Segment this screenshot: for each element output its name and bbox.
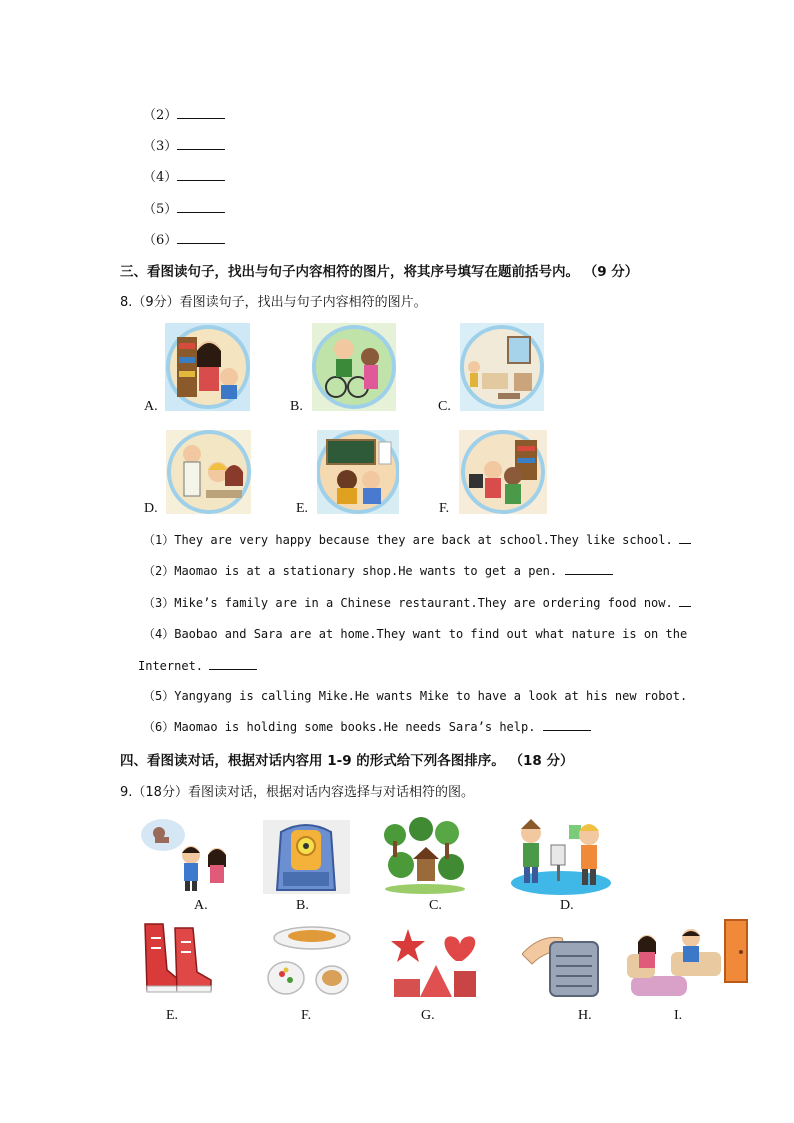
answer-line-5 — [143, 198, 225, 217]
sentence-6 — [143, 718, 591, 735]
answer-blank[interactable] — [177, 106, 225, 119]
picture-h-radio — [522, 924, 602, 1000]
picture-label-e: E. — [166, 1008, 179, 1023]
picture-a-children-thinking — [137, 815, 239, 895]
answer-blank[interactable] — [543, 718, 591, 731]
question-8: 8.（9分）看图读句子，找出与句子内容相符的图片。 — [120, 295, 427, 310]
answer-line-2 — [143, 104, 225, 123]
sentence-1 — [143, 531, 691, 548]
picture-f-home-computer — [459, 430, 547, 514]
sentence-text: Internet. — [138, 659, 204, 673]
answer-number: （6） — [143, 233, 178, 248]
answer-blank[interactable] — [679, 531, 691, 544]
sentence-text: （5）Yangyang is calling Mike.He wants Mike to have a look at his new robot. — [143, 689, 688, 703]
option-label-b: B. — [290, 399, 303, 414]
question-9: 9.（18分）看图读对话，根据对话内容选择与对话相符的图。 — [120, 785, 474, 800]
picture-a-bookshelf — [165, 323, 250, 411]
picture-b-bicycle — [312, 323, 396, 411]
picture-d-boys-with-gadget — [509, 815, 612, 897]
answer-blank[interactable] — [679, 594, 691, 607]
picture-d-restaurant — [166, 430, 251, 514]
picture-c-living-room — [460, 323, 544, 411]
answer-blank[interactable] — [565, 562, 613, 575]
section3-heading: 三、看图读句子，找出与句子内容相符的图片，将其序号填写在题前括号内。 （9 分） — [120, 264, 639, 280]
option-label-c: C. — [438, 399, 451, 414]
answer-number: （4） — [143, 170, 178, 185]
picture-g-shapes — [390, 927, 482, 1001]
answer-number: （3） — [143, 139, 178, 154]
answer-line-3 — [143, 135, 225, 154]
picture-label-i: I. — [674, 1008, 683, 1023]
option-label-a: A. — [144, 399, 158, 414]
answer-number: （5） — [143, 202, 178, 217]
sentence-5 — [143, 687, 687, 704]
sentence-4 — [143, 625, 687, 642]
section4-heading: 四、看图读对话，根据对话内容用 1-9 的形式给下列各图排序。 （18 分） — [120, 753, 574, 769]
answer-blank[interactable] — [209, 657, 257, 670]
picture-label-a: A. — [194, 898, 208, 913]
picture-i-family-sofa — [625, 914, 749, 1002]
answer-blank[interactable] — [177, 168, 225, 181]
picture-b-schoolbag — [263, 820, 350, 894]
answer-blank[interactable] — [177, 137, 225, 150]
sentence-text: （1）They are very happy because they are back at school.They like school. — [143, 533, 673, 547]
option-label-f: F. — [439, 501, 450, 516]
picture-label-b: B. — [296, 898, 309, 913]
sentence-2 — [143, 562, 613, 579]
sentence-text: （3）Mike’s family are in a Chinese restaurant.They are ordering food now. — [143, 596, 673, 610]
picture-e-red-sneakers — [137, 918, 217, 998]
sentence-3 — [143, 594, 691, 611]
answer-line-4 — [143, 166, 225, 185]
picture-c-trees-park — [381, 815, 469, 895]
picture-label-f: F. — [301, 1008, 312, 1023]
picture-label-g: G. — [421, 1008, 435, 1023]
picture-label-h: H. — [578, 1008, 592, 1023]
answer-line-6 — [143, 229, 225, 248]
option-label-d: D. — [144, 501, 158, 516]
sentence-text: （2）Maomao is at a stationary shop.He wants to get a pen. — [143, 564, 558, 578]
sentence-text: （6）Maomao is holding some books.He needs Sara’s help. — [143, 720, 536, 734]
sentence-4-continued — [138, 657, 257, 673]
answer-blank[interactable] — [177, 200, 225, 213]
answer-number: （2） — [143, 108, 178, 123]
picture-label-c: C. — [429, 898, 442, 913]
option-label-e: E. — [296, 501, 309, 516]
picture-f-food-dishes — [264, 922, 352, 1002]
answer-blank[interactable] — [177, 231, 225, 244]
picture-e-classroom — [317, 430, 399, 514]
sentence-text: （4）Baobao and Sara are at home.They want to find out what nature is on the — [143, 627, 688, 641]
picture-label-d: D. — [560, 898, 574, 913]
